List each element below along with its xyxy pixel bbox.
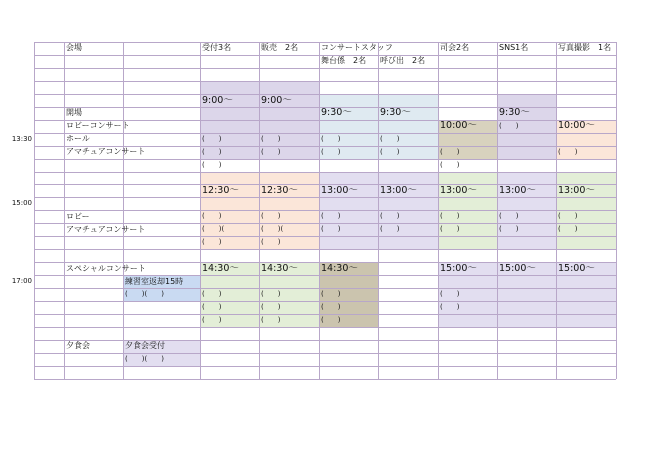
- header-sales: 販売 2名: [261, 43, 299, 53]
- grid-row-line: [34, 275, 616, 276]
- assignee-slot: ( )( ): [125, 354, 164, 363]
- assignee-slot: ( ): [261, 290, 281, 299]
- assignee-slot: ( ): [261, 238, 281, 247]
- assignee-slot: ( ): [380, 147, 400, 156]
- slot-end: 13:30: [11, 134, 32, 143]
- assignee-slot: ( ): [321, 147, 341, 156]
- header-caller: 呼び出 2名: [380, 56, 426, 66]
- header-stage: 舞台係 2名: [321, 56, 367, 66]
- assignee-slot: ( ): [558, 212, 578, 221]
- venue-open: 開場: [66, 108, 82, 118]
- slot-start: 14:30～: [202, 262, 239, 274]
- venue-hall: ホール: [66, 134, 90, 144]
- slot-end: 15:00: [11, 199, 32, 208]
- assignee-slot: ( ): [440, 212, 460, 221]
- grid-row-line: [34, 327, 616, 328]
- slot-start: 14:30～: [261, 262, 298, 274]
- assignee-slot: ( ): [321, 134, 341, 143]
- grid-row-line: [34, 353, 616, 354]
- slot-start: 9:30～: [321, 107, 352, 119]
- assignee-slot: ( )(: [202, 225, 225, 234]
- assignee-slot: ( ): [202, 134, 222, 143]
- grid-row-line: [34, 340, 616, 341]
- header-venue: 会場: [66, 43, 82, 53]
- slot-start: 13:00～: [440, 185, 477, 197]
- slot-start: 12:30～: [202, 185, 239, 197]
- assignee-slot: ( ): [321, 302, 341, 311]
- slot-start: 13:00～: [321, 185, 358, 197]
- grid-row-line: [34, 133, 616, 134]
- assignee-slot: ( ): [202, 160, 222, 169]
- assignee-slot: ( ): [261, 134, 281, 143]
- slot-start: 9:30～: [499, 107, 530, 119]
- venue-lobby-concert: ロビーコンサート: [66, 121, 130, 131]
- assignee-slot: ( ): [380, 134, 400, 143]
- assignee-slot: ( ): [440, 225, 460, 234]
- dinner-reception-text: 夕食会受付: [125, 341, 165, 351]
- header-concert-staff: コンサートスタッフ: [321, 43, 393, 53]
- assignee-slot: ( ): [499, 225, 519, 234]
- assignee-slot: ( ): [202, 212, 222, 221]
- practice-return-text: 練習室返却15時: [125, 276, 184, 286]
- assignee-slot: ( ): [440, 160, 460, 169]
- assignee-slot: ( ): [440, 147, 460, 156]
- assignee-slot: ( ): [202, 315, 222, 324]
- assignee-slot: ( )(: [261, 225, 284, 234]
- venue-amateur-concert-2: アマチュアコンサート: [66, 224, 146, 234]
- assignee-slot: ( ): [321, 315, 341, 324]
- assignee-slot: ( ): [261, 315, 281, 324]
- assignee-slot: ( ): [440, 290, 460, 299]
- assignee-slot: ( ): [261, 147, 281, 156]
- assignee-slot: ( ): [499, 212, 519, 221]
- slot-start: 9:00～: [202, 94, 233, 106]
- grid-row-line: [34, 197, 616, 198]
- venue-lobby: ロビー: [66, 211, 90, 221]
- assignee-slot: ( ): [202, 147, 222, 156]
- grid-row-line: [34, 68, 616, 69]
- grid-row-line: [34, 288, 616, 289]
- venue-dinner: 夕食会: [66, 341, 90, 351]
- slot-start: 15:00～: [558, 262, 595, 274]
- assignee-slot: ( ): [499, 121, 519, 130]
- assignee-slot: ( ): [202, 290, 222, 299]
- slot-start: 10:00～: [440, 120, 477, 132]
- header-reception: 受付3名: [202, 43, 232, 53]
- assignee-slot: ( ): [261, 302, 281, 311]
- grid-row-line: [34, 379, 616, 380]
- slot-start: 15:00～: [440, 262, 477, 274]
- slot-start: 14:30～: [321, 262, 358, 274]
- assignee-slot: ( ): [558, 225, 578, 234]
- slot-start: 13:00～: [499, 185, 536, 197]
- slot-start: 10:00～: [558, 120, 595, 132]
- grid-row-line: [34, 94, 616, 95]
- slot-start: 9:00～: [261, 94, 292, 106]
- grid-row-line: [34, 210, 616, 211]
- header-photo: 写真撮影 1名: [558, 43, 612, 53]
- assignee-slot: ( ): [202, 238, 222, 247]
- header-sns: SNS1名: [499, 43, 529, 53]
- assignee-slot: ( ): [321, 225, 341, 234]
- assignee-slot: ( ): [202, 302, 222, 311]
- slot-start: 12:30～: [261, 185, 298, 197]
- assignee-slot: ( ): [440, 302, 460, 311]
- assignee-slot: ( ): [321, 212, 341, 221]
- slot-start: 15:00～: [499, 262, 536, 274]
- header-mc: 司会2名: [440, 43, 470, 53]
- grid-row-line: [34, 314, 616, 315]
- assignee-slot: ( ): [261, 212, 281, 221]
- grid-row-line: [34, 159, 616, 160]
- grid-column-line: [616, 42, 617, 379]
- assignee-slot: ( )( ): [125, 290, 164, 299]
- slot-start: 13:00～: [380, 185, 417, 197]
- assignee-slot: ( ): [380, 212, 400, 221]
- slot-start: 13:00～: [558, 185, 595, 197]
- assignee-slot: ( ): [321, 290, 341, 299]
- grid-row-line: [34, 172, 616, 173]
- assignee-slot: ( ): [380, 225, 400, 234]
- venue-amateur-concert: アマチュアコンサート: [66, 147, 146, 157]
- grid-row-line: [34, 249, 616, 250]
- grid-row-line: [34, 236, 616, 237]
- venue-special-concert: スペシャルコンサート: [66, 263, 146, 273]
- slot-start: 9:30～: [380, 107, 411, 119]
- grid-row-line: [34, 301, 616, 302]
- slot-end: 17:00: [11, 277, 32, 286]
- assignee-slot: ( ): [558, 147, 578, 156]
- grid-row-line: [34, 366, 616, 367]
- grid-row-line: [34, 81, 616, 82]
